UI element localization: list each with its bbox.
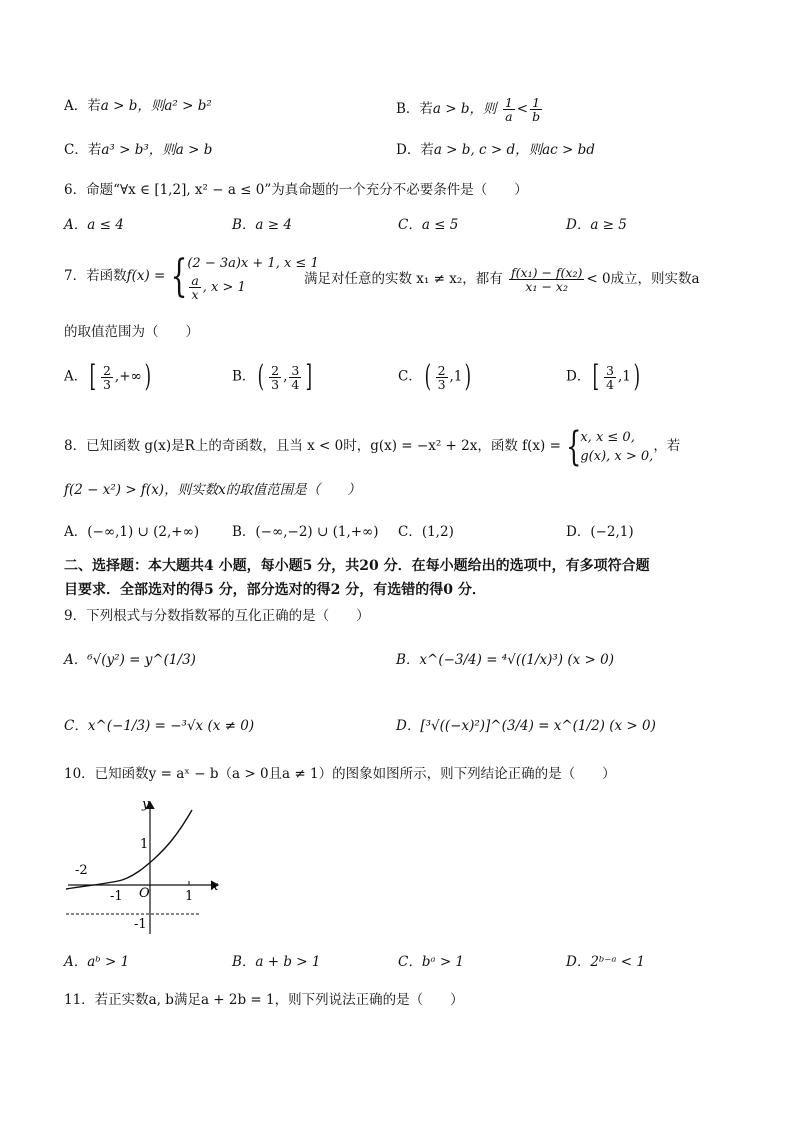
q8-option-b: B．(−∞,−2) ∪ (1,+∞) <box>232 524 379 540</box>
label-y: y <box>142 797 150 812</box>
q10-option-b: B．a + b > 1 <box>232 954 321 970</box>
label-neg-one-y: -1 <box>134 917 147 932</box>
q8-option-c: C．(1,2) <box>398 524 454 540</box>
q5-option-d: D．若a > b, c > d，则ac > bd <box>396 142 595 158</box>
q10-graph <box>62 796 222 938</box>
label-neg-two: -2 <box>75 863 88 878</box>
q8-option-a: A．(−∞,1) ∪ (2,+∞) <box>64 524 200 540</box>
q10-option-c: C．bᵃ > 1 <box>398 954 465 970</box>
q8-option-d: D．(−2,1) <box>566 524 634 540</box>
q6-option-b: B．a ≥ 4 <box>232 217 292 233</box>
label-origin: O <box>139 886 150 901</box>
q7-condition: 满足对任意的实数 x₁ ≠ x₂，都有 $\frac{\text{f(x₁) − f(x₂)}}{\text{x₁ − x₂}}$ < 0成立，则实数a <box>304 265 700 294</box>
section2-line1: 二、选择题：本大题共4 小题，每小题5 分，共20 分．在每小题给出的选项中，有多项符合题 <box>64 558 650 574</box>
q10-stem: 10．已知函数y = aˣ − b（a > 0且a ≠ 1）的图象如图所示，则下列结论正确的是（ ） <box>64 766 616 782</box>
q7-option-b: B．( $\frac{2}{3}$ , $\frac{3}{4}$ ] <box>232 359 313 394</box>
q7-stem: 7．若函数f(x) = { (2 − 3a)x + 1, x ≤ 1 $\frac{a}{x}$ , x > 1 <box>64 250 319 302</box>
q10-option-d: D．2ᵇ⁻ᵃ < 1 <box>566 954 645 970</box>
section2-line2: 目要求．全部选对的得5 分，部分选对的得2 分，有选错的得0 分． <box>64 582 486 598</box>
q9-option-a: A．⁶√(y²) = y^(1/3) <box>64 652 196 668</box>
q11-stem: 11．若正实数a, b满足a + 2b = 1，则下列说法正确的是（ ） <box>64 992 464 1008</box>
label-one-x: 1 <box>185 889 194 904</box>
label-x: x <box>211 879 219 894</box>
q6-option-c: C．a ≤ 5 <box>398 217 459 233</box>
label-neg-one-x: -1 <box>110 889 123 904</box>
q5-option-c: C．若a³ > b³，则a > b <box>64 142 213 158</box>
q8-line1: 8．已知函数 g(x)是R上的奇函数，且当 x < 0时，g(x) = −x² + 2x，函数 f(x) = { x, x ≤ 0, g(x), x > 0, ，若 <box>64 423 681 470</box>
label-one-y: 1 <box>140 837 149 852</box>
q6-option-d: D．a ≥ 5 <box>566 217 627 233</box>
q7-option-a: A．[ $\frac{2}{3}$ ,+∞) <box>64 359 151 394</box>
q8-line2: f(2 − x²) > f(x)，则实数x的取值范围是（ ） <box>64 482 361 498</box>
q6-stem: 6．命题“∀x ∈ [1,2], x² − a ≤ 0”为真命题的一个充分不必要条件是（ ） <box>64 182 528 198</box>
q5-option-b: B．若a > b，则 $\frac{1}{a}$ < $\frac{1}{b}$ <box>396 95 541 124</box>
q7-option-c: C．( $\frac{2}{3}$ ,1) <box>398 359 472 394</box>
q7-option-d: D．[ $\frac{3}{4}$ ,1) <box>566 359 640 394</box>
q10-option-a: A．aᵇ > 1 <box>64 954 130 970</box>
q9-option-c: C．x^(−1/3) = −³√x (x ≠ 0) <box>64 718 255 734</box>
q9-option-d: D．[³√((−x)²)]^(3/4) = x^(1/2) (x > 0) <box>396 718 656 734</box>
q6-option-a: A．a ≤ 4 <box>64 217 124 233</box>
q9-stem: 9．下列根式与分数指数幂的互化正确的是（ ） <box>64 608 370 624</box>
q5-option-a: A．若a > b，则a² > b² <box>64 98 212 114</box>
q7-line2: 的取值范围为（ ） <box>64 324 199 340</box>
q9-option-b: B．x^(−3/4) = ⁴√((1/x)³) (x > 0) <box>396 652 614 668</box>
